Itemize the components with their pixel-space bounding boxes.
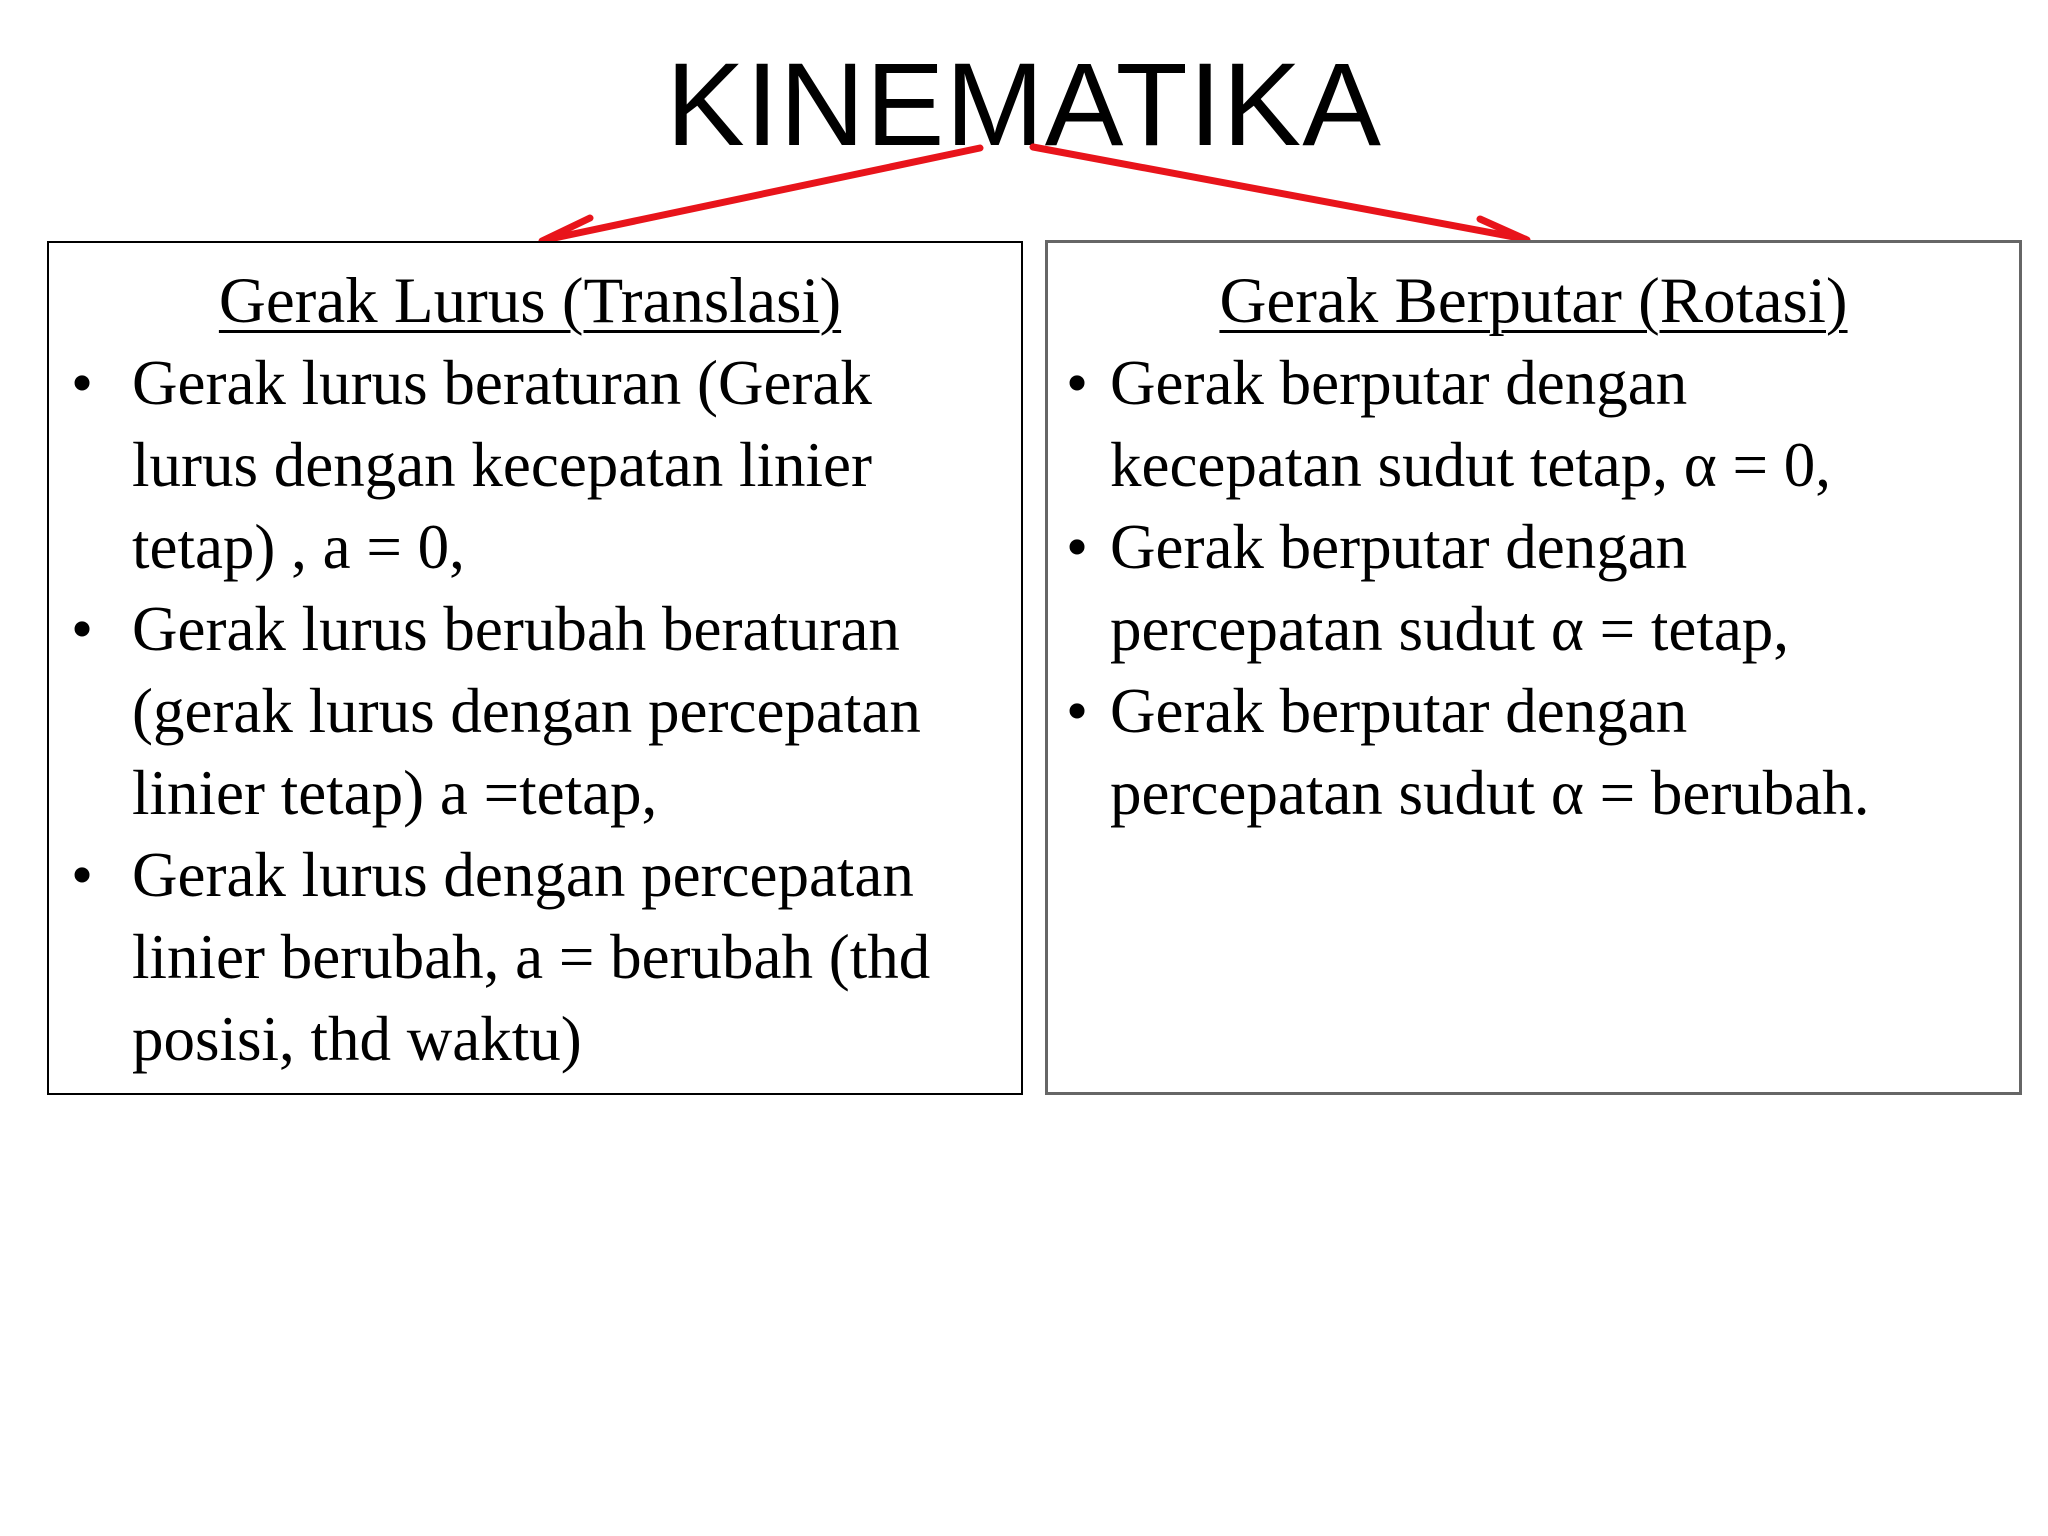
bullet-dot-icon: • [1066,512,1089,582]
translasi-item-text: Gerak lurus beraturan (Gerak lurus dengan kecepatan linier tetap) , a = 0, [132,348,872,582]
translasi-box [47,241,1023,1095]
rotasi-item [1048,670,2019,834]
rotasi-list [1048,342,2019,834]
translasi-heading: Gerak Lurus (Translasi) [218,265,842,337]
rotasi-box [1045,240,2022,1095]
bullet-dot-icon: • [1066,348,1089,418]
translasi-item-text: Gerak lurus dengan percepatan linier berubah, a = berubah (thd posisi, thd waktu) [132,840,931,1074]
translasi-item [49,834,1021,1080]
rotasi-item-text: Gerak berputar dengan percepatan sudut α = tetap, [1110,512,1790,664]
slide-title: KINEMATIKA [666,39,1382,171]
rotasi-item-text: Gerak berputar dengan percepatan sudut α = berubah. [1110,676,1870,828]
translasi-item-text: Gerak lurus berubah beraturan (gerak lurus dengan percepatan linier tetap) a =tetap, [132,594,921,828]
rotasi-item-text: Gerak berputar dengan kecepatan sudut tetap, α = 0, [1110,348,1832,500]
rotasi-item [1048,342,2019,506]
translasi-list [49,342,1021,1080]
rotasi-item [1048,506,2019,670]
bullet-dot-icon: • [71,348,94,418]
rotasi-heading: Gerak Berputar (Rotasi) [1219,265,1848,337]
translasi-item [49,342,1021,588]
translasi-item [49,588,1021,834]
bullet-dot-icon: • [71,594,94,664]
bullet-dot-icon: • [71,840,94,910]
bullet-dot-icon: • [1066,676,1089,746]
